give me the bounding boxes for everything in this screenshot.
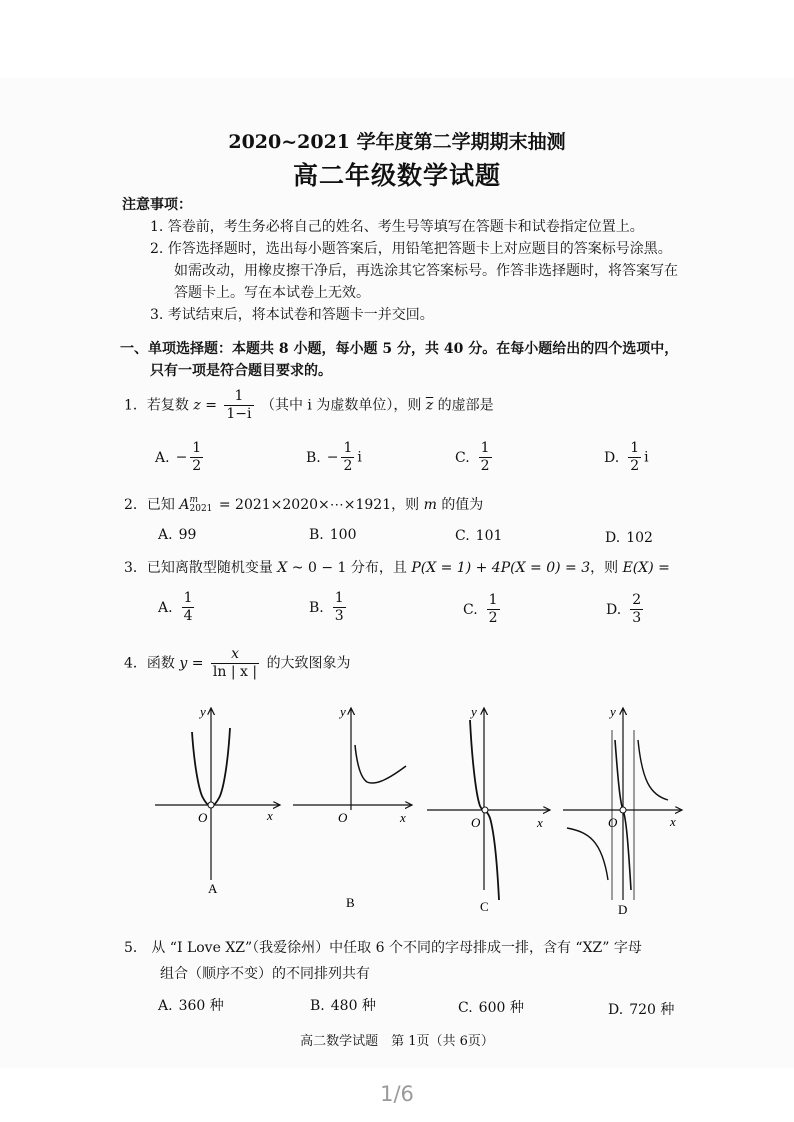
- option-sign: −: [175, 449, 188, 466]
- q5-option-d: [608, 999, 674, 1019]
- option-fraction: [479, 440, 492, 475]
- question-3-condition: P(X = 1) + 4P(X = 0) = 3: [411, 560, 591, 576]
- graph-b-label: B: [346, 895, 355, 910]
- graph-d-origin: O: [608, 815, 618, 830]
- fraction-num: 1: [343, 440, 353, 456]
- notice-item-2-line2: 如需改动，用橡皮擦干净后，再选涂其它答案标号。作答非选择题时，将答案写在: [174, 263, 678, 279]
- option-value: 101: [475, 528, 503, 544]
- option-value: 720 种: [629, 1002, 675, 1018]
- question-1-number: 1．若复数: [124, 397, 189, 414]
- graph-b-origin: O: [338, 810, 348, 825]
- fraction-num: 2: [632, 592, 642, 608]
- graph-b-curve: [355, 745, 406, 783]
- question-3-expectation: E(X) =: [622, 560, 670, 576]
- option-label: A.: [158, 998, 173, 1014]
- graph-a-label: A: [208, 881, 218, 896]
- q3-option-d: [606, 592, 646, 627]
- q2-option-c: [455, 528, 502, 544]
- question-5-line1: 5． 从 “I Love XZ”（我爱徐州）中任取 6 个不同的字母排成一排，含有 “XZ” 字母: [124, 940, 642, 956]
- question-4-graphs: [150, 700, 690, 925]
- option-label: C.: [455, 528, 470, 544]
- question-2-prefix: 2．已知: [124, 497, 175, 513]
- option-fraction: [182, 590, 195, 625]
- graph-a-hole: [208, 802, 214, 808]
- option-fraction: [333, 590, 346, 625]
- graph-d-branch-far-right: [638, 740, 668, 800]
- fraction-num: 1: [334, 590, 344, 606]
- notice-item-2-line3: 答题卡上。写在本试卷上无效。: [174, 285, 370, 301]
- question-1-text: （其中 i 为虚数单位），则: [260, 397, 422, 414]
- section-1-heading-line2: 只有一项是符合题目要求的。: [150, 363, 332, 379]
- graph-a: [155, 704, 280, 896]
- q2-option-a: [158, 527, 196, 543]
- option-label: A.: [158, 527, 173, 543]
- fraction-den: 2: [480, 458, 490, 474]
- question-1-variable: z =: [193, 397, 217, 414]
- graph-d-branch-far-left: [567, 828, 608, 880]
- question-2-suffix: 的值为: [441, 497, 484, 513]
- question-1-fraction: [224, 388, 253, 423]
- section-1-heading: 一、单项选择题：本题共 8 小题，每小题 5 分，共 40 分。在每小题给出的四个选项中，: [120, 341, 679, 357]
- fraction-den: 4: [183, 608, 193, 624]
- question-4-prefix: 4．函数: [124, 655, 175, 672]
- option-label: B.: [306, 449, 321, 466]
- fraction-num: 1: [630, 440, 640, 456]
- question-3: [124, 557, 670, 577]
- graph-c: [427, 704, 550, 914]
- q5-option-c: [458, 997, 524, 1017]
- fraction-den: 3: [632, 610, 642, 626]
- question-1-zbar: $\overline{z}$: [425, 397, 434, 414]
- option-label: D.: [604, 449, 620, 466]
- q1-option-d: [604, 440, 649, 475]
- question-2-sub: 2021: [189, 504, 213, 514]
- option-value: 100: [329, 527, 357, 543]
- question-2-sup: m: [189, 495, 199, 505]
- graph-b: [293, 704, 412, 910]
- fraction-den: 2: [192, 458, 202, 474]
- graph-a-y-label: y: [200, 704, 206, 719]
- notice-item-1: 1. 答卷前，考生务必将自己的姓名、考生号等填写在答题卡和试卷指定位置上。: [150, 219, 644, 235]
- q5-option-b: [310, 995, 376, 1015]
- question-4-fraction-den: ln | x |: [212, 664, 258, 680]
- notice-heading: 注意事项：: [122, 197, 192, 213]
- q1-option-a: [155, 440, 206, 475]
- option-label: A.: [158, 599, 173, 616]
- notice-item-3: 3. 考试结束后，将本试卷和答题卡一并交回。: [150, 307, 434, 323]
- fraction-den: 2: [343, 458, 353, 474]
- option-fraction: [487, 592, 500, 627]
- graph-a-x-label: x: [267, 808, 273, 823]
- graph-c-y-label: y: [471, 704, 477, 719]
- question-1-fraction-num: 1: [224, 388, 253, 406]
- graph-a-origin: O: [198, 810, 208, 825]
- option-label: C.: [458, 1000, 473, 1016]
- question-4-variable: y =: [179, 655, 204, 672]
- graph-c-hole: [482, 807, 488, 813]
- option-fraction: [630, 592, 643, 627]
- question-2-m: m: [423, 497, 437, 513]
- question-1: [124, 388, 494, 423]
- graph-c-x-label: x: [537, 815, 543, 830]
- question-2-expression: = 2021×2020×⋯×1921，则: [218, 497, 420, 513]
- exam-title: 高二年级数学试题: [292, 161, 501, 190]
- option-label: A.: [155, 449, 170, 466]
- q2-option-b: [309, 527, 356, 543]
- option-label: D.: [608, 1002, 624, 1018]
- option-suffix: i: [357, 449, 362, 466]
- option-label: D.: [606, 601, 622, 618]
- graph-c-origin: O: [471, 815, 481, 830]
- fraction-num: 1: [480, 440, 490, 456]
- question-1-fraction-den: 1−i: [226, 406, 252, 422]
- question-3-then: ，则: [590, 560, 619, 576]
- q3-option-b: [309, 590, 349, 625]
- q1-option-b: [306, 440, 362, 475]
- q3-option-c: [463, 592, 503, 627]
- question-2-A: A: [179, 497, 190, 513]
- exam-term-title: 2020~2021 学年度第二学期期末抽测: [228, 131, 566, 153]
- question-4: [124, 646, 351, 681]
- option-label: B.: [310, 998, 325, 1014]
- graph-b-y-label: y: [340, 704, 346, 719]
- fraction-den: 2: [630, 458, 640, 474]
- option-value: 480 种: [330, 998, 376, 1014]
- graph-c-label: C: [480, 899, 489, 914]
- q5-option-a: [158, 995, 224, 1015]
- question-3-distribution: ~ 0 − 1 分布，且: [291, 560, 407, 576]
- fraction-den: 3: [334, 608, 344, 624]
- question-4-fraction: [211, 646, 259, 681]
- question-4-fraction-num: x: [211, 646, 259, 664]
- question-4-suffix: 的大致图象为: [266, 655, 351, 672]
- graph-d-x-label: x: [670, 814, 676, 829]
- fraction-num: 1: [183, 590, 193, 606]
- q2-option-d: [605, 530, 653, 546]
- graph-d-label: D: [618, 902, 628, 917]
- option-label: B.: [309, 599, 324, 616]
- graph-d-y-label: y: [610, 704, 616, 719]
- graph-d-hole: [620, 807, 626, 813]
- option-fraction: [341, 440, 354, 475]
- option-label: B.: [309, 527, 324, 543]
- page-footer: 高二数学试题 第 1页（共 6页）: [300, 1034, 494, 1049]
- option-label: D.: [605, 530, 621, 546]
- fraction-den: 2: [488, 610, 498, 626]
- question-3-variable: X: [277, 560, 288, 576]
- option-value: 600 种: [478, 1000, 524, 1016]
- question-2: [124, 494, 483, 514]
- option-label: C.: [455, 449, 470, 466]
- page-indicator: 1/6: [380, 1082, 414, 1106]
- option-fraction: [190, 440, 203, 475]
- question-1-text-end: 的虚部是: [437, 397, 494, 414]
- question-3-prefix: 3．已知离散型随机变量: [124, 560, 273, 576]
- notice-item-2-line1: 2. 作答选择题时，选出每小题答案后，用铅笔把答题卡上对应题目的答案标号涂黑。: [150, 241, 672, 257]
- q3-option-a: [158, 590, 197, 625]
- option-sign: −: [326, 449, 339, 466]
- question-5-line2: 组合（顺序不变）的不同排列共有: [160, 966, 370, 982]
- option-value: 99: [178, 527, 197, 543]
- fraction-num: 1: [488, 592, 498, 608]
- option-value: 102: [626, 530, 653, 546]
- fraction-num: 1: [192, 440, 202, 456]
- graph-b-x-label: x: [400, 810, 406, 825]
- graph-d: [563, 704, 682, 917]
- option-fraction: [628, 440, 641, 475]
- option-label: C.: [463, 601, 478, 618]
- q1-option-c: [455, 440, 495, 475]
- option-value: 360 种: [178, 998, 224, 1014]
- option-suffix: i: [644, 449, 649, 466]
